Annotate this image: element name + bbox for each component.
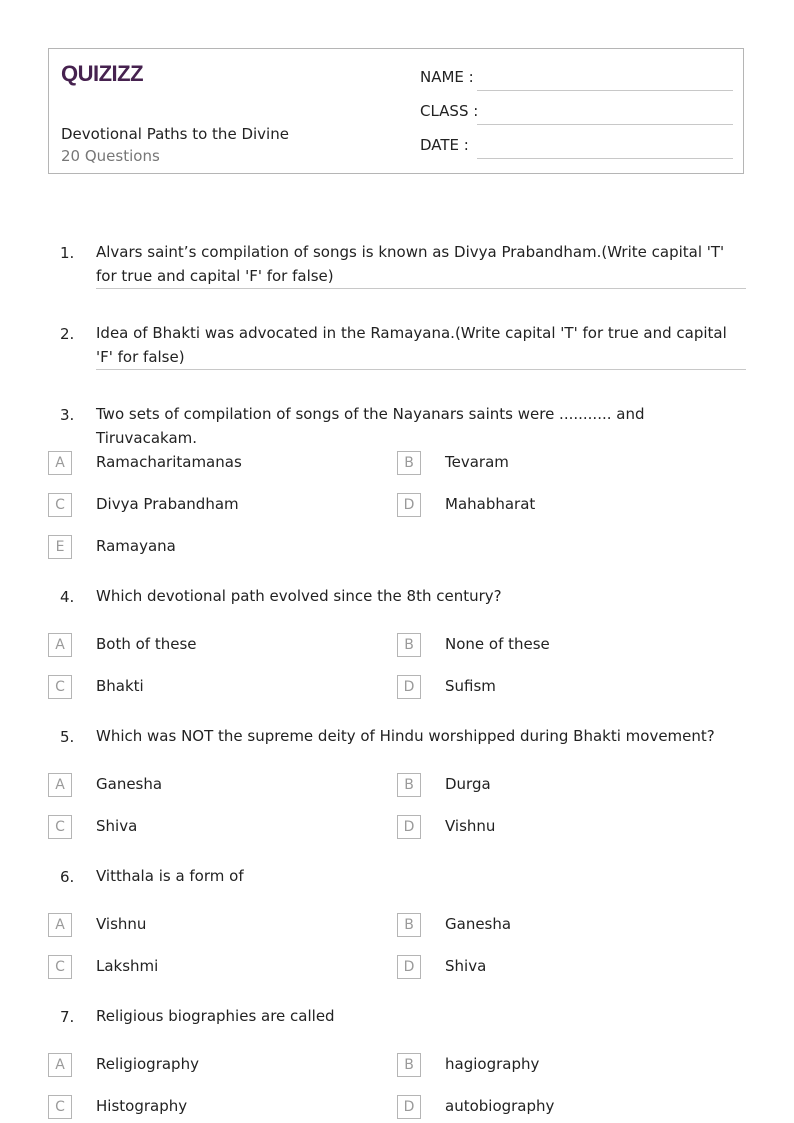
option-letter: D [397, 493, 421, 517]
option-text: hagiography [445, 1055, 540, 1073]
question-number: 3. [60, 406, 75, 424]
question-number: 2. [60, 325, 75, 343]
option-text: Histography [96, 1097, 188, 1115]
question-number: 6. [60, 868, 75, 886]
option-text: Ganesha [445, 915, 512, 933]
option-letter: E [48, 535, 72, 559]
option-text: Mahabharat [445, 495, 536, 513]
option-text: autobiography [445, 1097, 555, 1115]
option-letter: D [397, 955, 421, 979]
option-text: Durga [445, 775, 491, 793]
option-text: None of these [445, 635, 550, 653]
option-3c[interactable] [48, 493, 348, 517]
option-6c[interactable] [48, 955, 348, 979]
option-3a[interactable] [48, 451, 348, 475]
question-text: Which devotional path evolved since the 8th century? [96, 587, 502, 605]
option-letter: C [48, 675, 72, 699]
option-7b[interactable] [397, 1053, 697, 1077]
option-text: Sufism [445, 677, 496, 695]
option-letter: A [48, 633, 72, 657]
option-letter: D [397, 675, 421, 699]
option-text: Vishnu [445, 817, 496, 835]
option-text: Shiva [445, 957, 487, 975]
option-5d[interactable] [397, 815, 697, 839]
option-text: Bhakti [96, 677, 144, 695]
class-label: CLASS : [420, 102, 479, 120]
option-4a[interactable] [48, 633, 348, 657]
question-text: Idea of Bhakti was advocated in the Ramayana.(Write capital 'T' for true and capital 'F' for false) [96, 324, 727, 366]
option-6d[interactable] [397, 955, 697, 979]
answer-line[interactable] [96, 369, 746, 370]
option-letter: D [397, 1095, 421, 1119]
date-line [477, 158, 733, 159]
question-text: Vitthala is a form of [96, 867, 244, 885]
option-letter: B [397, 1053, 421, 1077]
option-7c[interactable] [48, 1095, 348, 1119]
name-label: NAME : [420, 68, 474, 86]
worksheet-header [48, 48, 744, 174]
option-letter: A [48, 1053, 72, 1077]
question-text: Which was NOT the supreme deity of Hindu worshipped during Bhakti movement? [96, 727, 715, 745]
question-number: 4. [60, 588, 75, 606]
option-letter: B [397, 913, 421, 937]
option-6a[interactable] [48, 913, 348, 937]
worksheet-title: Devotional Paths to the Divine [61, 125, 289, 143]
date-field[interactable] [420, 136, 733, 160]
option-7d[interactable] [397, 1095, 697, 1119]
name-line [477, 90, 733, 91]
question-number: 7. [60, 1008, 75, 1026]
option-letter: C [48, 815, 72, 839]
question-text: Two sets of compilation of songs of the Nayanars saints were ........... and Tiruvacakam. [96, 405, 645, 447]
option-5c[interactable] [48, 815, 348, 839]
option-5b[interactable] [397, 773, 697, 797]
option-text: Tevaram [445, 453, 509, 471]
option-text: Vishnu [96, 915, 147, 933]
svg-text:QUIZIZZ: QUIZIZZ [61, 61, 144, 86]
option-5a[interactable] [48, 773, 348, 797]
option-4d[interactable] [397, 675, 697, 699]
question-count: 20 Questions [61, 147, 160, 165]
question-number: 1. [60, 244, 75, 262]
option-letter: B [397, 451, 421, 475]
option-text: Both of these [96, 635, 197, 653]
option-6b[interactable] [397, 913, 697, 937]
option-3b[interactable] [397, 451, 697, 475]
class-line [477, 124, 733, 125]
name-field[interactable] [420, 68, 733, 92]
option-text: Ramacharitamanas [96, 453, 242, 471]
option-text: Religiography [96, 1055, 199, 1073]
option-letter: A [48, 773, 72, 797]
option-letter: C [48, 493, 72, 517]
option-letter: A [48, 913, 72, 937]
option-text: Ganesha [96, 775, 163, 793]
answer-line[interactable] [96, 288, 746, 289]
date-label: DATE : [420, 136, 469, 154]
question-text: Religious biographies are called [96, 1007, 335, 1025]
class-field[interactable] [420, 102, 733, 126]
option-4c[interactable] [48, 675, 348, 699]
option-text: Lakshmi [96, 957, 159, 975]
option-3e[interactable] [48, 535, 348, 559]
option-3d[interactable] [397, 493, 697, 517]
option-7a[interactable] [48, 1053, 348, 1077]
option-letter: D [397, 815, 421, 839]
option-letter: C [48, 1095, 72, 1119]
option-letter: A [48, 451, 72, 475]
question-number: 5. [60, 728, 75, 746]
option-letter: C [48, 955, 72, 979]
quizizz-logo [61, 59, 151, 87]
question-text: Alvars saint’s compilation of songs is known as Divya Prabandham.(Write capital 'T' for true and capital 'F' for false) [96, 243, 725, 285]
option-4b[interactable] [397, 633, 697, 657]
option-text: Ramayana [96, 537, 176, 555]
option-text: Shiva [96, 817, 138, 835]
option-letter: B [397, 773, 421, 797]
option-letter: B [397, 633, 421, 657]
option-text: Divya Prabandham [96, 495, 239, 513]
